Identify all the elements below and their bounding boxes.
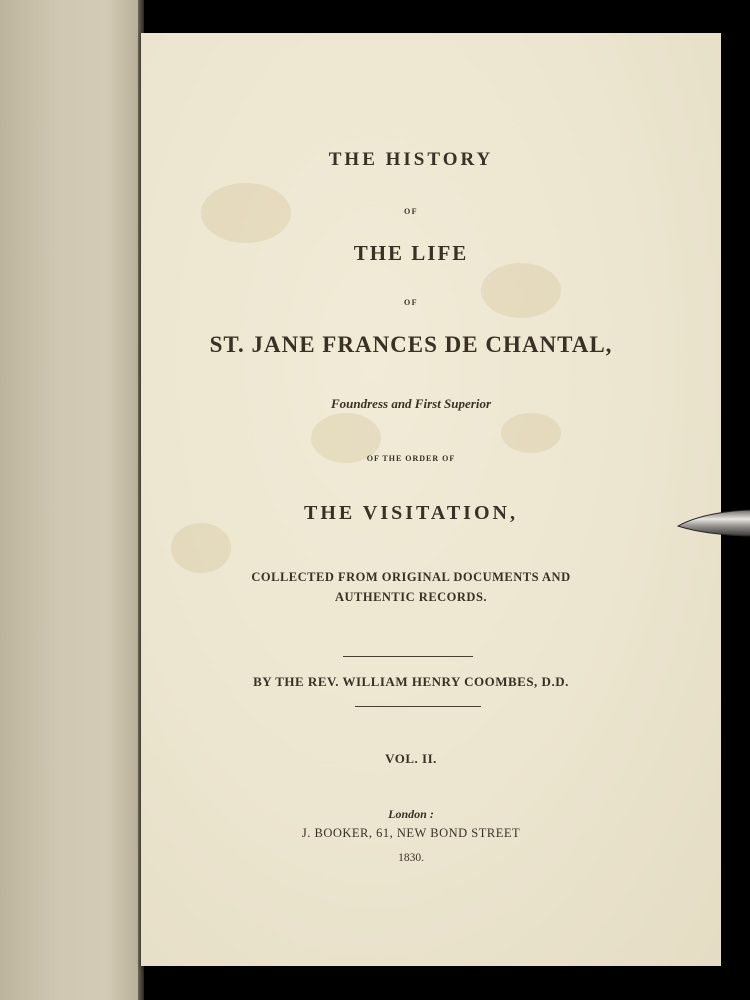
connector-of: OF [403,298,419,307]
imprint-year: 1830. [398,852,424,864]
connector-order: OF THE ORDER OF [366,454,456,463]
divider-rule [355,706,481,707]
divider-rule [343,656,473,657]
connector-of: OF [403,207,419,216]
facing-blank-leaf [0,0,142,1000]
title-line-life: THE LIFE [353,241,469,265]
imprint-publisher: J. BOOKER, 61, NEW BOND STREET [301,826,521,840]
foxing-stain [501,413,561,453]
title-line-history: THE HISTORY [328,149,494,170]
imprint-city: London : [388,807,434,821]
collected-line-2: AUTHENTIC RECORDS. [334,590,488,604]
title-line-subject: ST. JANE FRANCES DE CHANTAL, [209,332,613,357]
title-page [141,33,721,966]
volume-number: VOL. II. [385,751,437,766]
bookmark-blade-icon [676,506,750,542]
collected-line-1: COLLECTED FROM ORIGINAL DOCUMENTS AND [251,570,571,584]
author-line: BY THE REV. WILLIAM HENRY COOMBES, D.D. [253,674,569,689]
foxing-stain [481,263,561,318]
foxing-stain [171,523,231,573]
title-line-visitation: THE VISITATION, [304,502,518,524]
subtitle-foundress: Foundress and First Superior [330,396,492,411]
